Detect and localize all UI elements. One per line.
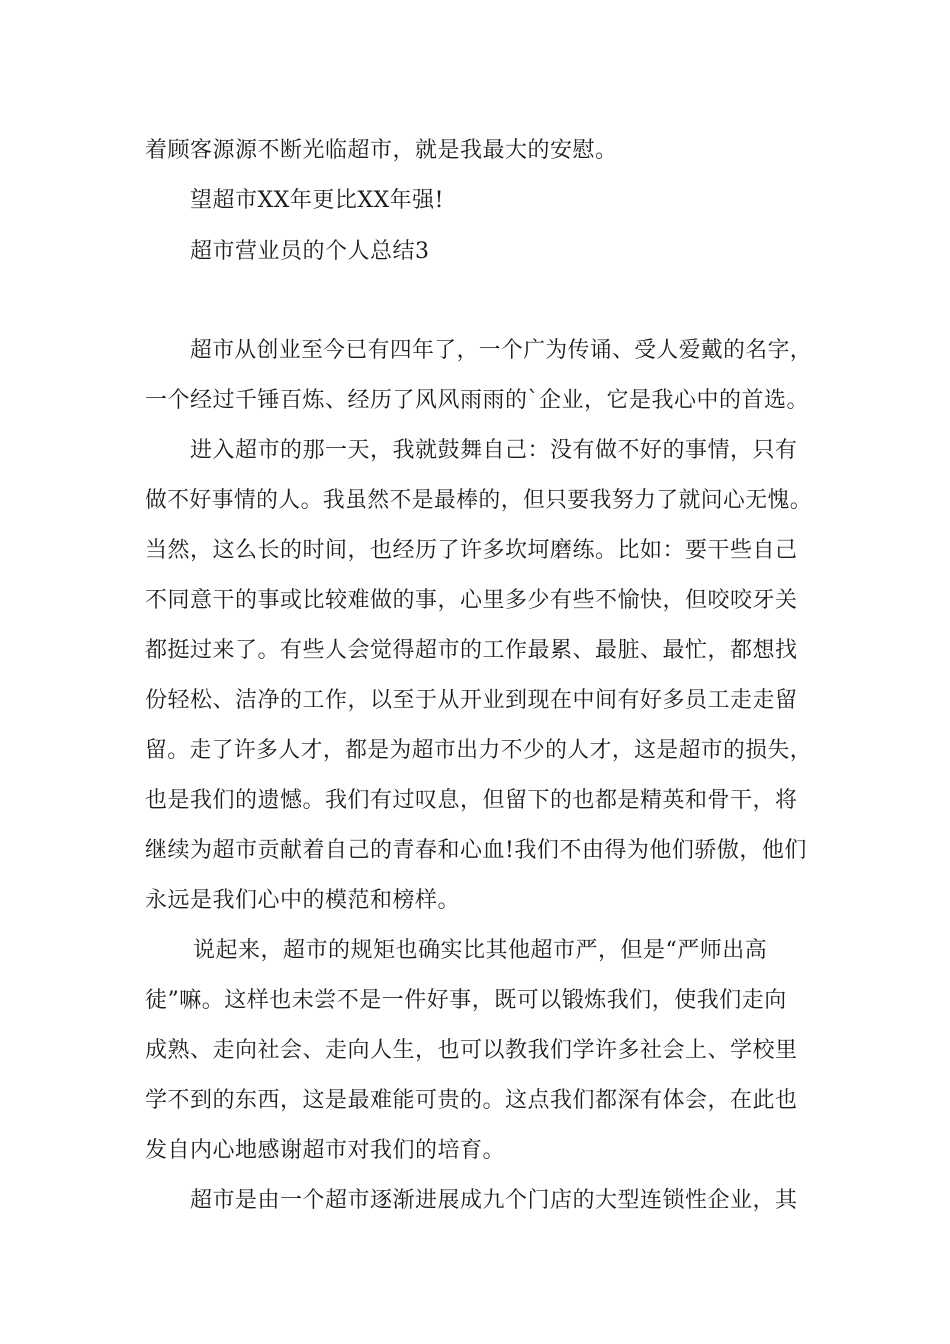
- paragraph-line: 徒”嘛。这样也未尝不是一件好事，既可以锻炼我们，使我们走向: [145, 988, 787, 1013]
- section-heading: 超市营业员的个人总结3: [190, 239, 430, 264]
- paragraph-line: 成熟、走向社会、走向人生，也可以教我们学许多社会上、学校里: [145, 1038, 798, 1063]
- paragraph-line: 当然，这么长的时间，也经历了许多坎坷磨练。比如：要干些自己: [145, 538, 798, 563]
- paragraph-line: 超市是由一个超市逐渐进展成九个门店的大型连锁性企业，其: [190, 1188, 798, 1213]
- paragraph-line: 留。走了许多人才，都是为超市出力不少的人才，这是超市的损失，: [145, 738, 812, 763]
- paragraph-line: 永远是我们心中的模范和榜样。: [145, 888, 461, 913]
- paragraph-line: 进入超市的那一天，我就鼓舞自己：没有做不好的事情，只有: [190, 438, 798, 463]
- paragraph-line: 做不好事情的人。我虽然不是最棒的，但只要我努力了就问心无愧。: [145, 488, 812, 513]
- paragraph-line: 望超市XX年更比XX年强!: [190, 188, 444, 213]
- paragraph-line: 都挺过来了。有些人会觉得超市的工作最累、最脏、最忙，都想找: [145, 638, 798, 663]
- paragraph-line: 学不到的东西，这是最难能可贵的。这点我们都深有体会，在此也: [145, 1088, 798, 1113]
- paragraph-line: 份轻松、洁净的工作，以至于从开业到现在中间有好多员工走走留: [145, 688, 798, 713]
- paragraph-line: 超市从创业至今已有四年了，一个广为传诵、受人爱戴的名字，: [190, 338, 813, 363]
- paragraph-line: 不同意干的事或比较难做的事，心里多少有些不愉快，但咬咬牙关: [145, 588, 798, 613]
- paragraph-line: 一个经过千锤百炼、经历了风风雨雨的`企业，它是我心中的首选。: [145, 388, 810, 413]
- paragraph-line: 继续为超市贡献着自己的青春和心血!我们不由得为他们骄傲，他们: [145, 838, 807, 863]
- paragraph-line: 也是我们的遗憾。我们有过叹息，但留下的也都是精英和骨干，将: [145, 788, 798, 813]
- paragraph-line: 着顾客源源不断光临超市，就是我最大的安慰。: [145, 138, 618, 163]
- paragraph-line: 说起来，超市的规矩也确实比其他超市严，但是“严师出高: [193, 938, 768, 963]
- paragraph-line: 发自内心地感谢超市对我们的培育。: [145, 1138, 506, 1163]
